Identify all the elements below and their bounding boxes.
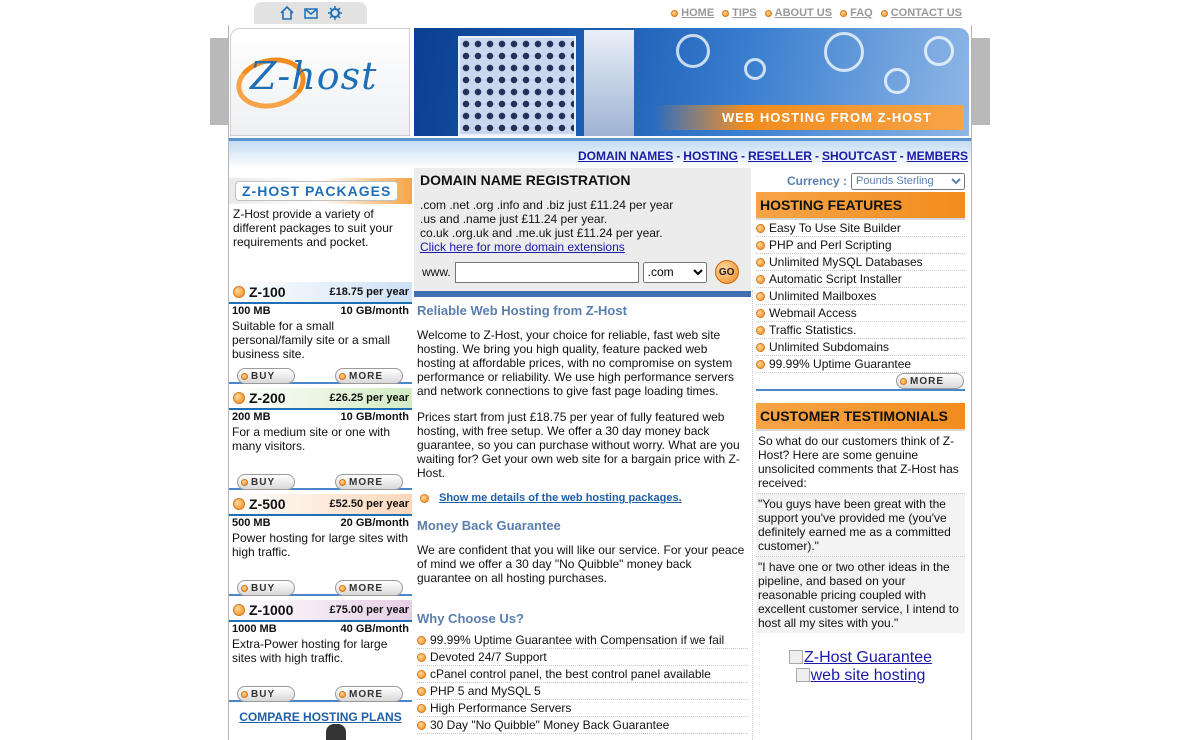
mail-icon[interactable] xyxy=(304,6,318,20)
sub-nav: DOMAIN NAMES - HOSTING - RESELLER - SHOUTCAST - MEMBERS xyxy=(229,138,971,168)
top-nav-about[interactable]: ABOUT US xyxy=(765,7,832,19)
why-list xyxy=(417,632,748,734)
bullet-icon xyxy=(417,653,426,662)
list-item: High Performance Servers xyxy=(417,700,748,717)
compare-plans xyxy=(229,710,412,724)
tld-select[interactable] xyxy=(643,262,707,283)
package-desc: Power hosting for large sites with high traffic. xyxy=(232,531,409,559)
features-more-button[interactable]: MORE xyxy=(896,373,964,389)
package-desc: For a medium site or one with many visitors. xyxy=(232,425,391,453)
testimonials-intro: So what do our customers think of Z-Host? Here are some genuine unsolicited comments that Z-Host has received: xyxy=(758,434,959,490)
bullet-icon xyxy=(339,373,346,380)
list-item: 99.99% Uptime Guarantee xyxy=(756,356,965,373)
bullet-icon xyxy=(417,687,426,696)
list-item: Devoted 24/7 Support xyxy=(417,649,748,666)
package-bullet-icon xyxy=(233,604,245,616)
currency-selector xyxy=(756,172,965,190)
bullet-icon xyxy=(417,636,426,645)
bullet-icon xyxy=(900,378,907,385)
domain-search-box xyxy=(414,168,751,291)
bullet-icon xyxy=(756,224,765,233)
packages-heading: Z-HOST PACKAGES xyxy=(229,178,412,204)
bullet-icon xyxy=(756,360,765,369)
more-button[interactable]: MORE xyxy=(335,580,403,596)
features-heading: HOSTING FEATURES xyxy=(756,192,965,220)
bullet-icon xyxy=(756,326,765,335)
sub-nav-members[interactable]: MEMBERS xyxy=(906,149,968,163)
list-item: Easy To Use Site Builder xyxy=(756,220,965,237)
gear-decoration-icon xyxy=(824,32,864,72)
linux-tux-icon xyxy=(326,724,346,740)
list-item: cPanel control panel, the best control panel available xyxy=(417,666,748,683)
list-item: Automatic Script Installer xyxy=(756,271,965,288)
header-side-right xyxy=(971,38,990,125)
package-name: Z-1000 xyxy=(249,602,294,618)
header-banner xyxy=(414,28,969,136)
package-price: £52.50 per year xyxy=(329,498,409,510)
list-item: Webmail Access xyxy=(756,305,965,322)
package-bandwidth: 10 GB/month xyxy=(340,305,409,317)
bullet-icon xyxy=(241,691,248,698)
packages-details-link[interactable]: Show me details of the web hosting packages. xyxy=(439,492,682,504)
gear-decoration-icon xyxy=(924,36,954,66)
package-bullet-icon xyxy=(233,392,245,404)
server-icon xyxy=(458,36,576,136)
bullet-icon xyxy=(765,10,772,17)
buy-button[interactable]: BUY xyxy=(237,474,295,490)
top-nav xyxy=(671,7,962,19)
section-divider xyxy=(414,291,751,297)
badge-links xyxy=(756,649,965,685)
bullet-icon xyxy=(417,721,426,730)
list-item: PHP and Perl Scripting xyxy=(756,237,965,254)
package-bullet-icon xyxy=(233,286,245,298)
gear-icon[interactable] xyxy=(328,6,342,20)
sub-nav-shoutcast[interactable]: SHOUTCAST xyxy=(821,149,897,163)
features-more xyxy=(756,373,965,391)
list-item: 99.99% Uptime Guarantee with Compensation if we fail xyxy=(417,632,748,649)
broken-image-icon xyxy=(796,668,810,682)
body-paragraph: We are confident that you will like our service. For your peace of mind we offer a 30 day "No Quibble" money back guarantee on all hosting purchases. xyxy=(417,543,745,585)
packages-details xyxy=(420,492,745,504)
go-button[interactable]: GO xyxy=(715,260,739,284)
guarantee-image-link[interactable]: Z-Host Guarantee xyxy=(789,649,932,667)
bullet-icon xyxy=(756,292,765,301)
currency-label: Currency : xyxy=(786,174,847,188)
broken-image-icon xyxy=(789,650,803,664)
package-card xyxy=(229,282,412,388)
body-paragraph: Prices start from just £18.75 per year of fully featured web hosting, with free setup. We offer a 30 day money back guarantee, so you can purchase without worry. What are you waiting for? Get your own web site for a bargain price with Z-Host. xyxy=(417,410,740,480)
list-item: PHP 5 and MySQL 5 xyxy=(417,683,748,700)
sub-nav-domain-names[interactable]: DOMAIN NAMES xyxy=(577,149,674,163)
www-label: www. xyxy=(422,265,451,279)
gear-decoration-icon xyxy=(676,34,710,68)
list-item: Unlimited Subdomains xyxy=(756,339,965,356)
domain-price-line: .com .net .org .info and .biz just £11.24 per year xyxy=(420,198,674,212)
bullet-icon xyxy=(756,258,765,267)
package-bullet-icon xyxy=(233,498,245,510)
section-heading: Money Back Guarantee xyxy=(417,518,561,533)
gear-decoration-icon xyxy=(884,68,910,94)
buy-button[interactable]: BUY xyxy=(237,686,295,702)
domain-form xyxy=(422,260,739,284)
top-icon-tab xyxy=(254,2,367,24)
package-name: Z-200 xyxy=(249,390,286,406)
package-bandwidth: 40 GB/month xyxy=(340,623,409,635)
compare-plans-link[interactable]: COMPARE HOSTING PLANS xyxy=(239,710,402,724)
domain-input[interactable] xyxy=(455,262,639,283)
top-nav-tips[interactable]: TIPS xyxy=(722,7,756,19)
sub-nav-reseller[interactable]: RESELLER xyxy=(747,149,812,163)
bullet-icon xyxy=(671,10,678,17)
bullet-icon xyxy=(417,670,426,679)
bullet-icon xyxy=(339,585,346,592)
bullet-icon xyxy=(840,10,847,17)
top-nav-faq[interactable]: FAQ xyxy=(840,7,873,19)
hosting-image-link[interactable]: web site hosting xyxy=(796,667,926,685)
bullet-icon xyxy=(241,585,248,592)
more-button[interactable]: MORE xyxy=(335,686,403,702)
more-button[interactable]: MORE xyxy=(335,368,403,384)
section-heading: Why Choose Us? xyxy=(417,611,524,626)
currency-select[interactable] xyxy=(851,173,965,190)
package-name: Z-100 xyxy=(249,284,286,300)
domain-price-line: co.uk .org.uk and .me.uk just £11.24 per year. xyxy=(420,226,663,240)
bullet-icon xyxy=(241,479,248,486)
package-name: Z-500 xyxy=(249,496,286,512)
list-item: Traffic Statistics. xyxy=(756,322,965,339)
server-tower-icon xyxy=(584,30,634,136)
gear-decoration-icon xyxy=(744,58,766,80)
package-space: 200 MB xyxy=(232,411,271,423)
section-heading: Reliable Web Hosting from Z-Host xyxy=(417,303,627,318)
bullet-icon xyxy=(881,10,888,17)
testimonial-quote: "I have one or two other ideas in the pipeline, and based on your reasonable pricing coupled with excellent customer service, I intend to host all my sites with you." xyxy=(756,556,965,633)
top-nav-home[interactable]: HOME xyxy=(671,7,714,19)
body-paragraph: Welcome to Z-Host, your choice for reliable, fast web site hosting. We bring you high quality, feature packed web hosting at affordable prices, with no compromise on system performance or reliability. We use high performance servers and network connections to give fast page loading times. xyxy=(417,328,735,398)
package-price: £18.75 per year xyxy=(329,286,409,298)
list-item: Unlimited MySQL Databases xyxy=(756,254,965,271)
sub-nav-hosting[interactable]: HOSTING xyxy=(683,149,738,163)
testimonials-heading: CUSTOMER TESTIMONIALS xyxy=(756,403,965,431)
bullet-icon xyxy=(339,691,346,698)
home-icon[interactable] xyxy=(280,6,294,20)
package-bandwidth: 20 GB/month xyxy=(340,517,409,529)
right-sidebar xyxy=(756,172,965,685)
list-item: 30 Day "No Quibble" Money Back Guarantee xyxy=(417,717,748,734)
packages-sidebar xyxy=(229,178,412,724)
buy-button[interactable]: BUY xyxy=(237,580,295,596)
package-space: 1000 MB xyxy=(232,623,277,635)
packages-intro: Z-Host provide a variety of different packages to suit your requirements and pocket. xyxy=(233,207,393,249)
main-content xyxy=(414,168,751,734)
package-space: 500 MB xyxy=(232,517,271,529)
logo-text: Z-host xyxy=(250,54,378,98)
header-side-left xyxy=(210,38,229,125)
package-card xyxy=(229,494,412,600)
bullet-icon xyxy=(420,494,429,503)
bullet-icon xyxy=(722,10,729,17)
bullet-icon xyxy=(241,373,248,380)
bullet-icon xyxy=(756,343,765,352)
list-item: Unlimited Mailboxes xyxy=(756,288,965,305)
more-button[interactable]: MORE xyxy=(335,474,403,490)
top-nav-contact[interactable]: CONTACT US xyxy=(881,7,962,19)
package-card xyxy=(229,388,412,494)
testimonial-quote: "You guys have been great with the support you've provided me (you've definitely earned me as a committed customer)." xyxy=(756,493,965,556)
bullet-icon xyxy=(756,241,765,250)
bullet-icon xyxy=(756,309,765,318)
bullet-icon xyxy=(756,275,765,284)
features-list xyxy=(756,220,965,373)
package-desc: Suitable for a small personal/family site or a small business site. xyxy=(232,319,391,361)
package-card xyxy=(229,600,412,706)
buy-button[interactable]: BUY xyxy=(237,368,295,384)
package-space: 100 MB xyxy=(232,305,271,317)
package-price: £75.00 per year xyxy=(329,604,409,616)
banner-caption: WEB HOSTING FROM Z-HOST xyxy=(654,105,964,130)
domain-extensions-link[interactable]: Click here for more domain extensions xyxy=(420,240,625,254)
bullet-icon xyxy=(339,479,346,486)
package-bandwidth: 10 GB/month xyxy=(340,411,409,423)
bullet-icon xyxy=(417,704,426,713)
column-divider xyxy=(752,290,753,740)
package-desc: Extra-Power hosting for large sites with high traffic. xyxy=(232,637,388,665)
domain-price-line: .us and .name just £11.24 per year. xyxy=(420,212,608,226)
domain-title: DOMAIN NAME REGISTRATION xyxy=(420,172,631,188)
package-price: £26.25 per year xyxy=(329,392,409,404)
